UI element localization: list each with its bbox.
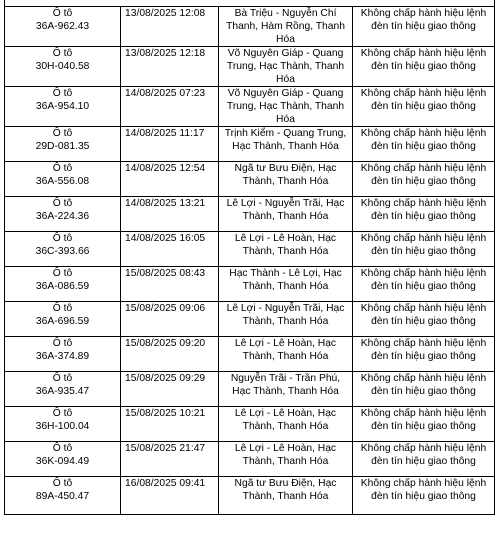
vehicle-type: Ô tô bbox=[52, 268, 73, 279]
time-cell: 14/08/2025 11:17 bbox=[121, 127, 219, 162]
time-cell: 14/08/2025 12:54 bbox=[121, 162, 219, 197]
vehicle-type: Ô tô bbox=[52, 408, 73, 419]
table-row bbox=[5, 47, 495, 87]
violation-cell: Không chấp hành hiệu lệnh đèn tín hiệu giao thông bbox=[353, 47, 495, 87]
license-plate: 36H-100.04 bbox=[35, 421, 90, 432]
location-cell: Bà Triệu - Nguyễn Chí Thanh, Hàm Rồng, Thanh Hóa bbox=[219, 7, 353, 47]
violation-cell: Không chấp hành hiệu lệnh đèn tín hiệu giao thông bbox=[353, 477, 495, 515]
table-row bbox=[5, 267, 495, 302]
vehicle-type: Ô tô bbox=[52, 88, 73, 99]
time-cell: 15/08/2025 09:06 bbox=[121, 302, 219, 337]
license-plate: 36A-374.89 bbox=[35, 351, 90, 362]
vehicle-cell bbox=[5, 477, 121, 515]
table-row bbox=[5, 337, 495, 372]
location-cell: Lê Lợi - Nguyễn Trãi, Hạc Thành, Thanh Hóa bbox=[219, 302, 353, 337]
location-cell: Lê Lợi - Lê Hoàn, Hạc Thành, Thanh Hóa bbox=[219, 442, 353, 477]
vehicle-cell bbox=[5, 232, 121, 267]
violation-cell: Không chấp hành hiệu lệnh đèn tín hiệu giao thông bbox=[353, 267, 495, 302]
location-cell: Võ Nguyên Giáp - Quang Trung, Hạc Thành, Thanh Hóa bbox=[219, 87, 353, 127]
violations-table bbox=[4, 6, 495, 515]
table-row bbox=[5, 87, 495, 127]
violation-cell: Không chấp hành hiệu lệnh đèn tín hiệu giao thông bbox=[353, 337, 495, 372]
time-cell: 15/08/2025 21:47 bbox=[121, 442, 219, 477]
violation-cell: Không chấp hành hiệu lệnh đèn tín hiệu giao thông bbox=[353, 7, 495, 47]
time-cell: 13/08/2025 12:08 bbox=[121, 7, 219, 47]
vehicle-cell bbox=[5, 87, 121, 127]
vehicle-cell bbox=[5, 267, 121, 302]
violation-cell: Không chấp hành hiệu lệnh đèn tín hiệu giao thông bbox=[353, 232, 495, 267]
vehicle-type: Ô tô bbox=[52, 198, 73, 209]
table-row bbox=[5, 372, 495, 407]
location-cell: Võ Nguyên Giáp - Quang Trung, Hạc Thành, Thanh Hóa bbox=[219, 47, 353, 87]
license-plate: 36A-224.36 bbox=[35, 211, 90, 222]
location-cell: Lê Lợi - Lê Hoàn, Hạc Thành, Thanh Hóa bbox=[219, 337, 353, 372]
table-row bbox=[5, 197, 495, 232]
table-row bbox=[5, 162, 495, 197]
table-row bbox=[5, 232, 495, 267]
location-cell: Lê Lợi - Nguyễn Trãi, Hạc Thành, Thanh Hóa bbox=[219, 197, 353, 232]
time-cell: 15/08/2025 09:29 bbox=[121, 372, 219, 407]
license-plate: 30H-040.58 bbox=[35, 61, 90, 72]
license-plate: 29D-081.35 bbox=[35, 141, 90, 152]
violation-cell: Không chấp hành hiệu lệnh đèn tín hiệu giao thông bbox=[353, 407, 495, 442]
vehicle-cell bbox=[5, 162, 121, 197]
time-cell: 14/08/2025 07:23 bbox=[121, 87, 219, 127]
vehicle-type: Ô tô bbox=[52, 233, 73, 244]
vehicle-cell bbox=[5, 127, 121, 162]
location-cell: Nguyễn Trãi - Trần Phú, Hạc Thành, Thanh Hóa bbox=[219, 372, 353, 407]
location-cell: Ngã tư Bưu Điện, Hạc Thành, Thanh Hóa bbox=[219, 477, 353, 515]
vehicle-cell bbox=[5, 442, 121, 477]
vehicle-type: Ô tô bbox=[52, 373, 73, 384]
violation-cell: Không chấp hành hiệu lệnh đèn tín hiệu giao thông bbox=[353, 162, 495, 197]
vehicle-type: Ô tô bbox=[52, 128, 73, 139]
time-cell: 13/08/2025 12:18 bbox=[121, 47, 219, 87]
violation-cell: Không chấp hành hiệu lệnh đèn tín hiệu giao thông bbox=[353, 302, 495, 337]
time-cell: 14/08/2025 13:21 bbox=[121, 197, 219, 232]
license-plate: 36A-935.47 bbox=[35, 386, 90, 397]
vehicle-type: Ô tô bbox=[52, 48, 73, 59]
license-plate: 36C-393.66 bbox=[35, 246, 90, 257]
license-plate: 36K-094.49 bbox=[35, 456, 90, 467]
violation-cell: Không chấp hành hiệu lệnh đèn tín hiệu giao thông bbox=[353, 372, 495, 407]
time-cell: 14/08/2025 16:05 bbox=[121, 232, 219, 267]
violation-cell: Không chấp hành hiệu lệnh đèn tín hiệu giao thông bbox=[353, 442, 495, 477]
vehicle-cell bbox=[5, 197, 121, 232]
license-plate: 36A-086.59 bbox=[35, 281, 90, 292]
table-row bbox=[5, 7, 495, 47]
table-row bbox=[5, 127, 495, 162]
violation-cell: Không chấp hành hiệu lệnh đèn tín hiệu giao thông bbox=[353, 127, 495, 162]
license-plate: 36A-556.08 bbox=[35, 176, 90, 187]
violations-table-body bbox=[5, 7, 495, 515]
table-row bbox=[5, 477, 495, 515]
location-cell: Hạc Thành - Lê Lợi, Hạc Thành, Thanh Hóa bbox=[219, 267, 353, 302]
vehicle-cell bbox=[5, 372, 121, 407]
time-cell: 15/08/2025 08:43 bbox=[121, 267, 219, 302]
location-cell: Ngã tư Bưu Điện, Hạc Thành, Thanh Hóa bbox=[219, 162, 353, 197]
table-row bbox=[5, 302, 495, 337]
violation-cell: Không chấp hành hiệu lệnh đèn tín hiệu giao thông bbox=[353, 87, 495, 127]
license-plate: 36A-954.10 bbox=[35, 101, 90, 112]
vehicle-cell bbox=[5, 7, 121, 47]
violation-cell: Không chấp hành hiệu lệnh đèn tín hiệu giao thông bbox=[353, 197, 495, 232]
location-cell: Lê Lợi - Lê Hoàn, Hạc Thành, Thanh Hóa bbox=[219, 232, 353, 267]
license-plate: 36A-696.59 bbox=[35, 316, 90, 327]
vehicle-type: Ô tô bbox=[52, 478, 73, 489]
vehicle-type: Ô tô bbox=[52, 443, 73, 454]
time-cell: 16/08/2025 09:41 bbox=[121, 477, 219, 515]
table-row bbox=[5, 442, 495, 477]
vehicle-cell bbox=[5, 407, 121, 442]
vehicle-cell bbox=[5, 337, 121, 372]
time-cell: 15/08/2025 10:21 bbox=[121, 407, 219, 442]
vehicle-type: Ô tô bbox=[52, 338, 73, 349]
time-cell: 15/08/2025 09:20 bbox=[121, 337, 219, 372]
vehicle-type: Ô tô bbox=[52, 163, 73, 174]
vehicle-cell bbox=[5, 47, 121, 87]
vehicle-type: Ô tô bbox=[52, 303, 73, 314]
table-row bbox=[5, 407, 495, 442]
location-cell: Trịnh Kiểm - Quang Trung, Hạc Thành, Thanh Hóa bbox=[219, 127, 353, 162]
license-plate: 89A-450.47 bbox=[35, 491, 90, 502]
vehicle-cell bbox=[5, 302, 121, 337]
vehicle-type: Ô tô bbox=[52, 8, 73, 19]
license-plate: 36A-962.43 bbox=[35, 21, 90, 32]
location-cell: Lê Lợi - Lê Hoàn, Hạc Thành, Thanh Hóa bbox=[219, 407, 353, 442]
